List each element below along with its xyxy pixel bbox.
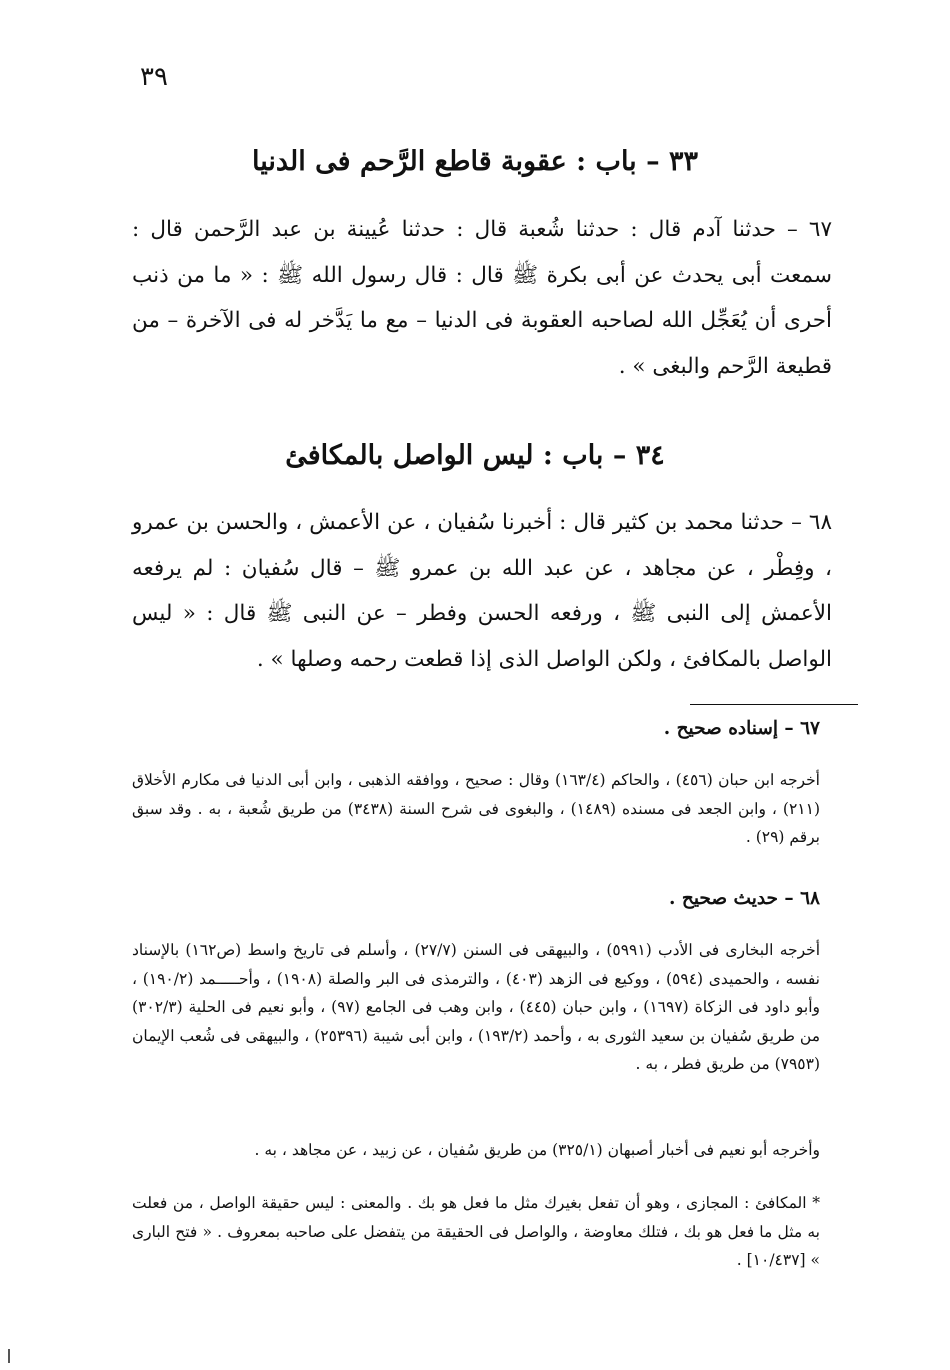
footnote-67-text: أخرجه ابن حبان (٤٥٦) ، والحاكم (١٦٣/٤) وقال : صحيح ، ووافقه الذهبى ، وابن أبى الدنيا فى مكارم الأخلاق (٢١١) ، وابن الجعد فى مسنده (١٤٨٩) ، والبغوى فى شرح السنة (٣٤٣٨) من طريق شُعبة ، به . وقد سبق برقم (٢٩) . [132, 771, 820, 846]
chapter-heading-33: ٣٣ – باب : عقوبة قاطع الرَّحم فى الدنيا [251, 146, 699, 177]
page-number: ٣٩ [140, 62, 168, 92]
definition-note: * المكافئ : المجازى ، وهو أن تفعل بغيرك مثل ما فعل هو بك . والمعنى : ليس حقيقة الواصل ، من فعلت به مثل ما فعل هو بك ، فتلك معاوضة ، والواصل فى الحقيقة من يتفضل على صاحبه بمعروف . « فتح البارى » [١٠/٤٣٧] . [132, 1194, 820, 1269]
footnote-separator [690, 704, 858, 705]
footnote-67-heading: ٦٧ – إسناده صحيح . [663, 718, 820, 739]
chapter-heading-34: ٣٤ – باب : ليس الواصل بالمكافئ [285, 440, 665, 471]
hadith-68-text: ٦٨ – حدثنا محمد بن كثير قال : أخبرنا سُفيان ، عن الأعمش ، والحسن بن عمرو ، وفِطْر ، عن مجاهد ، عن عبد الله بن عمرو ﷺ – قال سُفيان : لم يرفعه الأعمش إلى النبى ﷺ ، ورفعه الحسن وفطر – عن النبى ﷺ قال : « ليس الواصل بالمكافئ ، ولكن الواصل الذى إذا قطعت رحمه وصلها » . [132, 510, 832, 672]
footnote-68-text: أخرجه البخارى فى الأدب (٥٩٩١) ، والبيهقى فى السنن (٢٧/٧) ، وأسلم فى تاريخ واسط (ص١٦٢) بالإسناد نفسه ، والحميدى (٥٩٤) ، ووكيع فى الزهد (٤٠٣) ، والترمذى فى البر والصلة (١٩٠٨) ، وأحـــــمد (١٩٠/٢) ، وأبو داود فى الزكاة (١٦٩٧) ، وابن حبان (٤٤٥) ، وابن وهب فى الجامع (٩٧) ، وأبو نعيم فى الحلية (٣٠٢/٣) من طريق سُفيان بن سعيد الثورى به ، وأحمد (١٩٣/٢) ، وابن أبى شيبة (٢٥٣٩٦) ، والبيهقى فى شُعب الإيمان (٧٩٥٣) من طريق فطر ، به . [132, 941, 821, 1073]
hadith-67-text: ٦٧ – حدثنا آدم قال : حدثنا شُعبة قال : حدثنا عُيينة بن عبد الرَّحمن قال : سمعت أبى يحدث عن أبى بكرة ﷺ قال : قال رسول الله ﷺ : « ما من ذنب أحرى أن يُعَجِّل الله لصاحبه العقوبة فى الدنيا – مع ما يَدَّخر له فى الآخرة – من قطيعة الرَّحم والبغى » . [132, 217, 832, 379]
scan-edge-mark [8, 1349, 10, 1363]
footnote-68-extra: وأخرجه أبو نعيم فى أخبار أصبهان (٣٢٥/١) من طريق سُفيان ، عن زبيد ، عن مجاهد ، به . [254, 1141, 820, 1159]
footnote-68-heading: ٦٨ – حديث صحيح . [669, 888, 820, 909]
